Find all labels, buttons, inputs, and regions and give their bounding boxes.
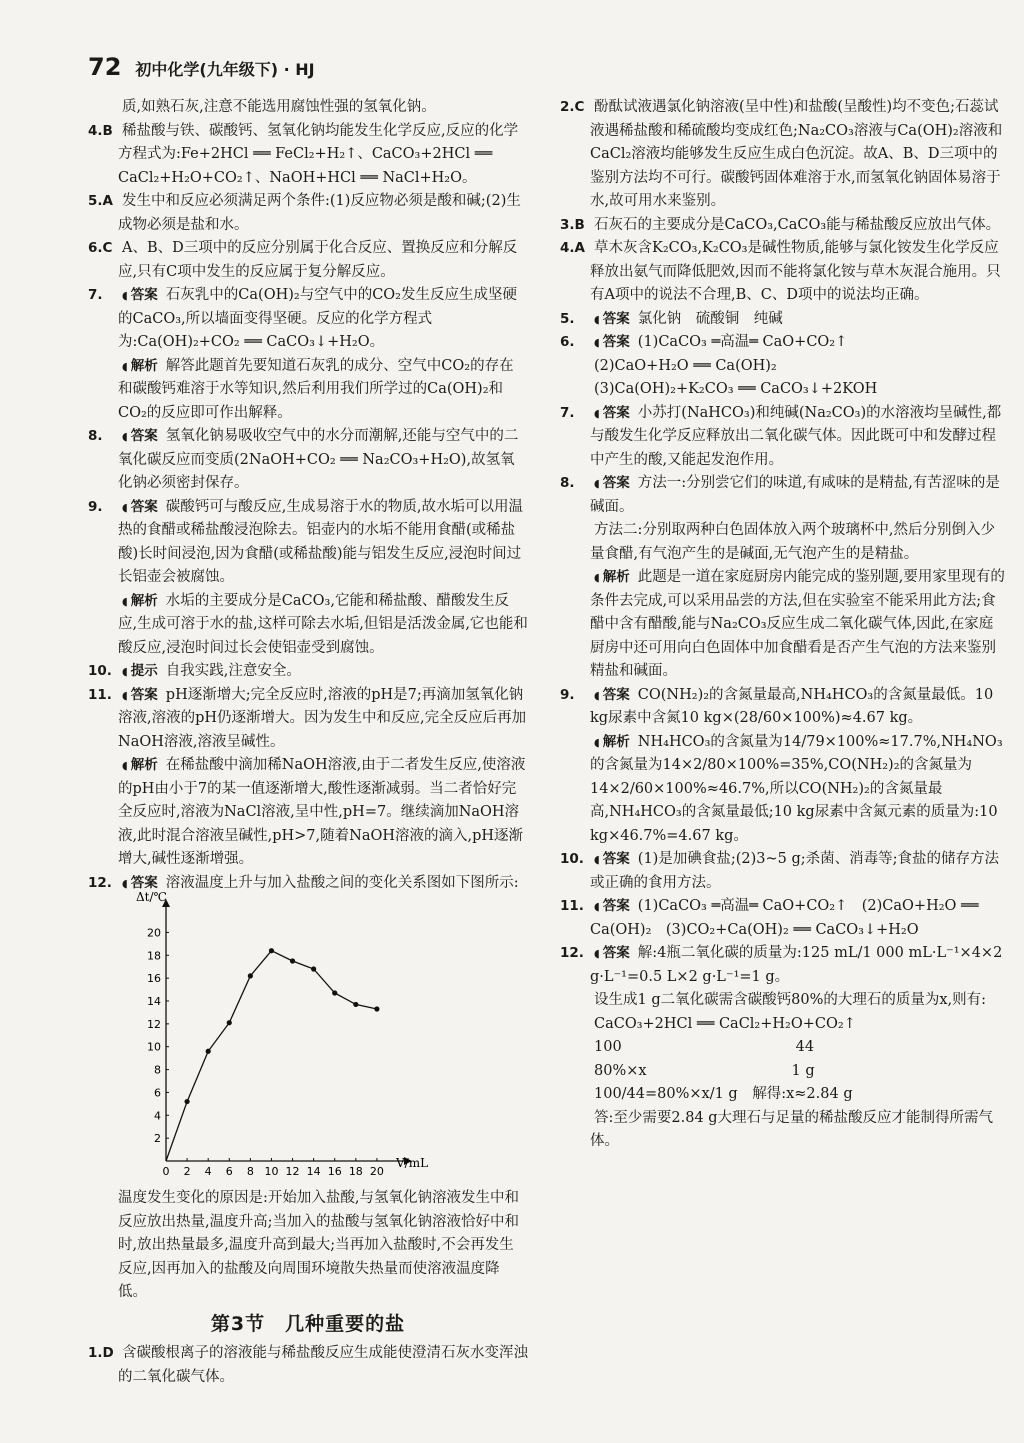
answer-text: 稀盐酸与铁、碳酸钙、氢氧化钠均能发生化学反应,反应的化学方程式为:Fe+2HCl ══ FeCl₂+H₂↑、CaCO₃+2HCl ══ CaCl₂+H₂O+CO₂↑、NaOH+HCl ══ NaCl+H₂O。	[118, 122, 519, 186]
y-tick-label: 8	[154, 1063, 161, 1077]
answer-item	[560, 96, 1005, 214]
answer-item	[560, 237, 1005, 308]
question-number: 3.B	[560, 216, 585, 233]
answer-item	[560, 1013, 1005, 1037]
answer-text: 小苏打(NaHCO₃)和纯碱(Na₂CO₃)的水溶液均呈碱性,都与酸发生化学反应释放出二氧化碳气体。因此既可中和发酵过程中产生的酸,又能起发泡作用。	[590, 404, 1002, 468]
answer-text: 碳酸钙可与酸反应,生成易溶于水的物质,故水垢可以用温热的食醋或稀盐酸浸泡除去。铝壶内的水垢不能用食醋(或稀盐酸)长时间浸泡,因为食醋(或稀盐酸)能与铝发生反应,浸泡时间过长铝壶会被腐蚀。	[118, 498, 524, 585]
answer-item	[88, 496, 528, 590]
answer-text: 发生中和反应必须满足两个条件:(1)反应物必须是酸和碱;(2)生成物必须是盐和水。	[118, 193, 521, 233]
question-number: 7.	[88, 287, 103, 303]
answer-text: 溶液温度上升与加入盐酸之间的变化关系图如下图所示:	[165, 874, 519, 891]
chart-svg	[118, 890, 429, 1185]
data-point	[332, 990, 337, 995]
x-tick-label: 2	[183, 1165, 191, 1178]
answer-text: 质,如熟石灰,注意不能选用腐蚀性强的氢氧化钠。	[122, 99, 436, 115]
answer-item	[560, 331, 1005, 355]
data-point	[206, 1049, 211, 1054]
question-number: 4.B	[88, 122, 113, 139]
answer-tag: ◖ 答案	[594, 405, 630, 421]
y-tick-label: 20	[147, 926, 161, 940]
answer-text: (1)CaCO₃ ═高温═ CaO+CO₂↑ (2)CaO+H₂O ══ Ca(OH)₂ (3)CO₂+Ca(OH)₂ ══ CaCO₃↓+H₂O	[590, 898, 979, 938]
answer-text: 石灰石的主要成分是CaCO₃,CaCO₃能与稀盐酸反应放出气体。	[594, 216, 1001, 233]
question-number: 9.	[560, 686, 575, 703]
answer-tag: ◖ 提示	[122, 663, 158, 679]
answer-text: 100 44	[594, 1039, 815, 1055]
answer-item	[88, 237, 528, 284]
answer-text: 100/44=80%×x/1 g 解得:x≈2.84 g	[594, 1086, 853, 1102]
section-title: 第3节 几种重要的盐	[210, 1312, 406, 1335]
answer-text: 解:4瓶二氧化碳的质量为:125 mL/1 000 mL·L⁻¹×4×2 g·L⁻¹=0.5 L×2 g·L⁻¹=1 g。	[590, 945, 1003, 985]
answer-tag: ◖ 答案	[594, 311, 630, 327]
answer-text: 酚酞试液遇氯化钠溶液(呈中性)和盐酸(呈酸性)均不变色;石蕊试液遇稀盐酸和稀硫酸均变成红色;Na₂CO₃溶液与Ca(OH)₂溶液和CaCl₂溶液均能够发生反应生成白色沉淀。故A、B、D三项中的鉴别方法均不可行。碳酸钙固体难溶于水,而氢氧化钠固体易溶于水,故可用水来鉴别。	[590, 99, 1003, 209]
answer-item	[560, 1107, 1005, 1154]
answer-item	[88, 96, 528, 120]
answer-text: 方法一:分别尝它们的味道,有咸味的是精盐,有苦涩味的是碱面。	[590, 475, 1000, 515]
answer-text: NH₄HCO₃的含氮量为14/79×100%≈17.7%,NH₄NO₃的含氮量为14×2/80×100%=35%,CO(NH₂)₂的含氮量为14×2/60×100%≈46.7%,所以CO(NH₂)₂的含氮量最高,NH₄HCO₃的含氮量最低;10 kg尿素中含氮元素的质量为:10 kg×46.7%=4.67 kg。	[590, 733, 1003, 844]
question-number: 8.	[88, 428, 103, 444]
x-tick-label: 0	[162, 1165, 170, 1178]
answer-item	[560, 989, 1005, 1013]
answer-text: CO(NH₂)₂的含氮量最高,NH₄HCO₃的含氮量最低。10 kg尿素中含氮10 kg×(28/60×100%)≈4.67 kg。	[590, 686, 994, 726]
x-tick-label: 18	[348, 1165, 363, 1178]
answer-item	[88, 190, 528, 237]
answer-tag: ◖ 解析	[122, 593, 158, 609]
temperature-chart	[118, 890, 429, 1185]
page-number: 72	[88, 53, 122, 81]
data-point	[269, 948, 274, 953]
answer-item	[560, 308, 1005, 332]
answer-item	[560, 848, 1005, 895]
answer-text: CaCO₃+2HCl ══ CaCl₂+H₂O+CO₂↑	[594, 1015, 856, 1032]
answer-item	[560, 731, 1005, 849]
answer-item	[88, 590, 528, 661]
question-number: 2.C	[560, 99, 585, 115]
answer-item	[560, 1083, 1005, 1107]
answer-tag: ◖ 答案	[122, 499, 158, 515]
answer-tag: ◖ 答案	[122, 687, 158, 703]
data-point	[248, 973, 253, 978]
question-number: 4.A	[560, 240, 585, 256]
page-header	[88, 53, 315, 86]
answer-text: 此题是一道在家庭厨房内能完成的鉴别题,要用家里现有的条件去完成,可以采用品尝的方法,但在实验室不能采用此方法;食醋中含有醋酸,能与Na₂CO₃反应生成二氧化碳气体,因此,在家庭厨房中还可用向白色固体中加食醋看是否产生气泡的方法来鉴别精盐和碱面。	[590, 569, 1005, 679]
answer-text: (1)CaCO₃ ═高温═ CaO+CO₂↑	[637, 334, 848, 350]
answer-tag: ◖ 解析	[122, 757, 158, 773]
book-title: 初中化学(九年级下) · HJ	[135, 60, 315, 79]
answer-item	[560, 942, 1005, 989]
left-column	[88, 96, 528, 1389]
answer-item	[560, 402, 1005, 473]
answer-text: (1)是加碘食盐;(2)3~5 g;杀菌、消毒等;食盐的储存方法或正确的食用方法。	[590, 851, 1000, 891]
answer-tag: ◖ 答案	[594, 334, 630, 350]
answer-text: A、B、D三项中的反应分别属于化合反应、置换反应和分解反应,只有C项中发生的反应属于复分解反应。	[118, 240, 518, 280]
x-tick-label: 16	[327, 1165, 342, 1178]
answer-tag: ◖ 答案	[122, 875, 158, 891]
answer-item	[88, 425, 528, 496]
answer-text: 在稀盐酸中滴加稀NaOH溶液,由于二者发生反应,使溶液的pH由小于7的某一值逐渐增大,酸性逐渐减弱。当二者恰好完全反应时,溶液为NaCl溶液,呈中性,pH=7。继续滴加NaOH溶液,此时混合溶液呈碱性,pH>7,随着NaOH溶液的滴入,pH逐渐增大,碱性逐渐增强。	[118, 757, 526, 867]
data-point	[290, 958, 295, 963]
answer-item	[560, 684, 1005, 731]
question-number: 9.	[88, 498, 103, 515]
chart-explanation: 温度发生变化的原因是:开始加入盐酸,与氢氧化钠溶液发生中和反应放出热量,温度升高;当加入的盐酸与氢氧化钠溶液恰好中和时,放出热量最多,温度升高到最大;当再加入盐酸时,不会再发生反应,因再加入的盐酸及向周围环境散失热量而使溶液温度降低。	[118, 1190, 519, 1300]
answer-item	[88, 355, 528, 426]
answer-item	[88, 684, 528, 755]
x-tick-label: 6	[225, 1165, 233, 1178]
answer-item	[560, 355, 1005, 379]
question-number: 10.	[560, 851, 584, 867]
x-tick-label: 10	[264, 1165, 279, 1178]
answer-item	[560, 566, 1005, 684]
answer-text: (3)Ca(OH)₂+K₂CO₃ ══ CaCO₃↓+2KOH	[594, 381, 878, 397]
temperature-line	[166, 951, 377, 1161]
section-answer-1	[88, 1342, 528, 1389]
x-tick-label: 8	[246, 1165, 254, 1178]
answer-tag: ◖ 答案	[594, 475, 630, 491]
question-number: 8.	[560, 475, 575, 491]
answer-tag: ◖ 答案	[122, 287, 158, 303]
answer-item	[88, 284, 528, 355]
answer-item	[560, 214, 1005, 238]
question-number: 7.	[560, 404, 575, 421]
data-point	[311, 966, 316, 971]
x-tick-label: 4	[204, 1165, 212, 1178]
answer-tag: ◖ 答案	[594, 945, 630, 961]
question-number: 6.C	[88, 240, 113, 256]
question-number: 6.	[560, 334, 575, 350]
answer-tag: ◖ 答案	[122, 428, 158, 444]
question-number: 10.	[88, 663, 112, 679]
data-point	[353, 1002, 358, 1007]
y-axis-label: Δt/℃	[136, 890, 167, 904]
y-tick-label: 6	[154, 1086, 161, 1100]
answer-item	[88, 754, 528, 872]
x-axis-label: V/mL	[396, 1156, 429, 1170]
data-point	[184, 1099, 189, 1104]
answer-text: (2)CaO+H₂O ══ Ca(OH)₂	[594, 357, 777, 374]
answer-tag: ◖ 解析	[122, 358, 158, 374]
question-number: 5.	[560, 310, 575, 327]
answer-tag: ◖ 答案	[594, 687, 630, 703]
question-number: 11.	[560, 898, 584, 914]
answer-item	[88, 660, 528, 684]
answer-tag: ◖ 答案	[594, 898, 630, 914]
x-tick-label: 14	[306, 1165, 321, 1178]
question-number: 5.A	[88, 193, 113, 209]
question-number: 12.	[560, 945, 584, 961]
answer-item	[88, 120, 528, 191]
x-tick-label: 12	[285, 1165, 300, 1178]
y-tick-label: 18	[147, 949, 161, 963]
answer-item	[88, 872, 528, 896]
answer-text: 答:至少需要2.84 g大理石与足量的稀盐酸反应才能制得所需气体。	[590, 1109, 994, 1149]
y-tick-label: 12	[147, 1017, 161, 1031]
answer-tag: ◖ 答案	[594, 851, 630, 867]
answer-text: 设生成1 g二氧化碳需含碳酸钙80%的大理石的质量为x,则有:	[594, 992, 987, 1008]
answer-item	[560, 472, 1005, 519]
right-column	[560, 96, 1005, 1154]
answer-text: 80%×x 1 g	[594, 1062, 815, 1079]
y-tick-label: 14	[147, 995, 161, 1008]
question-number: 11.	[88, 686, 112, 703]
answer-text: 含碳酸根离子的溶液能与稀盐酸反应生成能使澄清石灰水变浑浊的二氧化碳气体。	[118, 1345, 528, 1385]
answer-text: 草木灰含K₂CO₃,K₂CO₃是碱性物质,能够与氯化铵发生化学反应释放出氨气而降低肥效,因而不能将氯化铵与草木灰混合施用。只有A项中的说法不合理,B、C、D项中的说法均正确。	[590, 240, 1001, 303]
answer-text: 石灰乳中的Ca(OH)₂与空气中的CO₂发生反应生成坚硬的CaCO₃,所以墙面变得坚硬。反应的化学方程式为:Ca(OH)₂+CO₂ ══ CaCO₃↓+H₂O。	[118, 287, 517, 350]
question-number: 1.D	[88, 1345, 114, 1361]
answer-item	[560, 895, 1005, 942]
data-point	[374, 1006, 379, 1011]
question-number: 12.	[88, 874, 112, 891]
answer-item	[560, 519, 1005, 566]
answer-text: 氯化钠 硫酸铜 纯碱	[637, 310, 783, 327]
y-tick-label: 4	[154, 1109, 161, 1123]
y-tick-label: 2	[154, 1132, 161, 1146]
data-point	[227, 1020, 232, 1025]
answer-text: 自我实践,注意安全。	[165, 663, 301, 679]
answer-item	[560, 1060, 1005, 1084]
answer-text: 氢氧化钠易吸收空气中的水分而潮解,还能与空气中的二氧化碳反应而变质(2NaOH+CO₂ ══ Na₂CO₃+H₂O),故氢氧化钠必须密封保存。	[118, 428, 519, 491]
y-tick-label: 16	[147, 972, 161, 986]
answer-text: pH逐渐增大;完全反应时,溶液的pH是7;再滴加氢氧化钠溶液,溶液的pH仍逐渐增大。因为发生中和反应,完全反应后再加NaOH溶液,溶液呈碱性。	[118, 686, 527, 750]
answer-tag: ◖ 解析	[594, 734, 630, 750]
answer-tag: ◖ 解析	[594, 569, 630, 585]
answer-text: 解答此题首先要知道石灰乳的成分、空气中CO₂的存在和碳酸钙难溶于水等知识,然后利用我们所学过的Ca(OH)₂和CO₂的反应即可作出解释。	[118, 357, 514, 421]
answer-text: 水垢的主要成分是CaCO₃,它能和稀盐酸、醋酸发生反应,生成可溶于水的盐,这样可除去水垢,但铝是活泼金属,它也能和酸反应,浸泡时间过长会使铝壶受到腐蚀。	[118, 592, 528, 656]
answer-item	[560, 378, 1005, 402]
x-tick-label: 20	[369, 1165, 384, 1178]
answer-text: 方法二:分别取两种白色固体放入两个玻璃杯中,然后分别倒入少量食醋,有气泡产生的是碱面,无气泡产生的是精盐。	[590, 522, 995, 562]
y-tick-label: 10	[147, 1040, 161, 1054]
answer-item	[560, 1036, 1005, 1060]
